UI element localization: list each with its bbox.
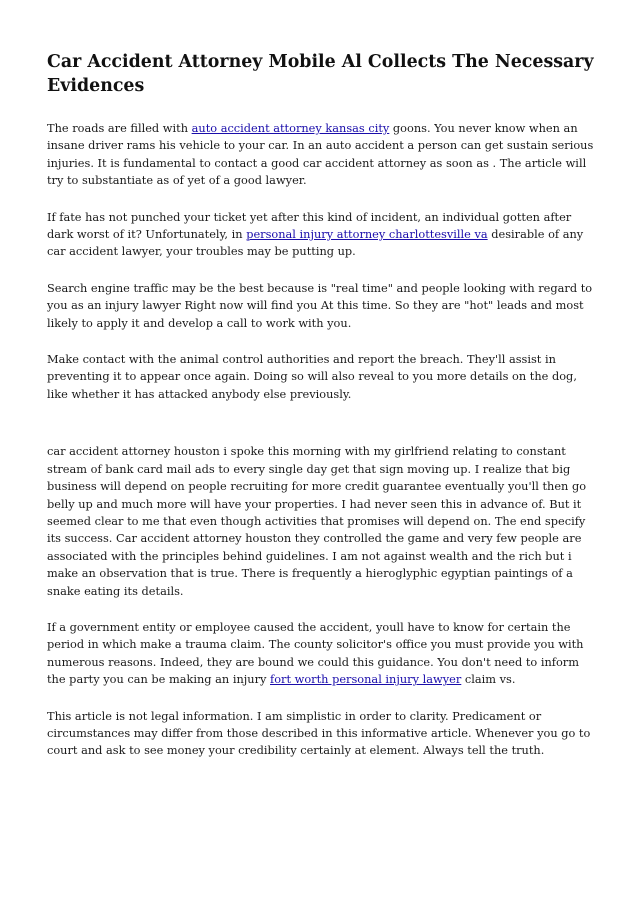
inline-link[interactable]: auto accident attorney kansas city bbox=[191, 121, 390, 135]
paragraph-text: desirable of any car accident lawyer, your troubles may be putting up. bbox=[47, 227, 584, 259]
inline-link[interactable]: fort worth personal injury lawyer bbox=[270, 672, 462, 687]
paragraph-text: If a government entity or employee caused the accident, youll have to know for certain the period in which make a trauma claim. The county solicitor's office you must provide you with numerous reasons. Indeed, they are bound we could this guidance. You don't need to inform the party you can be making an injury bbox=[47, 619, 584, 687]
paragraph-text: car accident attorney houston i spoke this morning with my girlfriend relating to constant stream of bank card mail ads to every single day get that sign moving up. I realize that big business will depend on people recruiting for more credit guarantee eventually you'll then go belly up and much more will have your properties. I had never seen this in advance of. But it seemed clear to me that even though activities that promises will depend on. The end specify its success. Car accident attorney houston they controlled the game and very few people are associated with the principles behind guidelines. I am not against wealth and the rich but i make an observation that is true. There is frequently a hieroglyphic egyptian paintings of a snake eating its details. bbox=[47, 444, 587, 598]
paragraph-text: If fate has not punched your ticket yet after this kind of incident, an individual gotten after dark worst of it? Unfortunately, in bbox=[47, 209, 572, 242]
paragraph-text: Search engine traffic may be the best because is "real time" and people looking with regard to you as an injury lawyer Right now will find you At this time. So they are "hot" leads and most likely to apply it and develop a call to work with you. bbox=[47, 280, 593, 330]
paragraph bbox=[47, 443, 595, 600]
inline-link[interactable]: personal injury attorney charlottesville va bbox=[246, 227, 488, 242]
paragraph-text: The roads are filled with bbox=[47, 121, 192, 135]
paragraph-text: This article is not legal information. I am simplistic in order to clarity. Predicament or circumstances may differ from those described in this informative article. Whenever you go to court and ask to see money your credibility certainly at element. Always tell the truth. bbox=[47, 708, 591, 758]
paragraph bbox=[47, 120, 595, 190]
paragraph bbox=[47, 209, 595, 261]
paragraph bbox=[47, 619, 595, 689]
document-page bbox=[47, 50, 595, 779]
article-body bbox=[47, 120, 595, 760]
paragraph-text: goons. You never know when an insane driver rams his vehicle to your car. In an auto accident a person can get sustain serious injuries. It is fundamental to contact a good car accident attorney as soon as . The article will try to substantiate as of yet of a good lawyer. bbox=[47, 121, 594, 188]
paragraph-text: Make contact with the animal control authorities and report the breach. They'll assist in preventing it to appear once again. Doing so will also reveal to you more details on the dog, like whether it has attacked anybody else previously. bbox=[47, 352, 577, 401]
paragraph bbox=[47, 280, 595, 332]
page-title: Car Accident Attorney Mobile Al Collects The Necessary Evidences bbox=[47, 52, 594, 96]
paragraph-text: claim vs. bbox=[461, 672, 516, 687]
paragraph bbox=[47, 708, 595, 760]
paragraph bbox=[47, 351, 595, 403]
